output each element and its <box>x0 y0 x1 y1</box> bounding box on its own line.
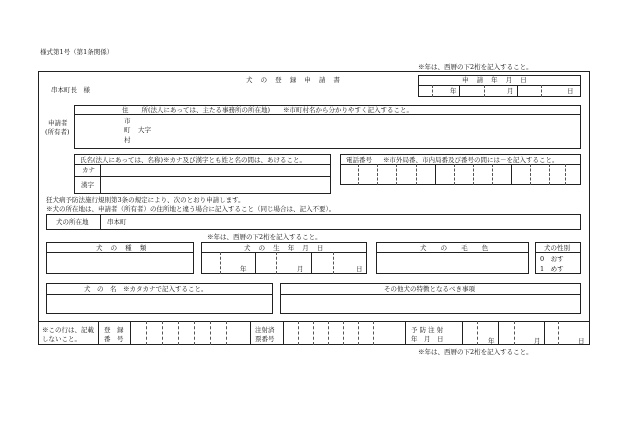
birth-date-label: 犬 の 生 年 月 日 <box>244 244 327 252</box>
dog-location-value: 串本町 <box>107 218 127 226</box>
sex-male: 0 おす <box>540 255 564 263</box>
app-year-unit: 年 <box>450 87 457 95</box>
reg-number-label-1: 登 録 <box>104 326 124 334</box>
birth-month-unit: 月 <box>297 265 304 273</box>
address-shi: 市 <box>124 117 131 125</box>
address-label: 住 所(法人にあっては、主たる事務所の所在地) ※市町村名から分かりやすく記入すること。 <box>122 106 414 114</box>
office-note-1: ※この行は、記載 <box>42 326 94 334</box>
year-note-middle: ※年は、西暦の下2桁を記入すること。 <box>207 233 322 241</box>
phone-label: 電話番号 <box>346 156 372 164</box>
applicant-label: 申請者 <box>48 119 68 127</box>
mayor-address: 串本町長 様 <box>51 86 90 94</box>
owner-label: (所有者) <box>45 128 70 136</box>
address-oaza: 大字 <box>138 126 151 134</box>
reg-number-label-2: 番 号 <box>104 335 124 343</box>
tag-number-label-2: 票番号 <box>255 335 275 343</box>
phone-note: ※市外局番、市内局番及び番号の間には－を記入すること。 <box>383 156 559 164</box>
address-son: 村 <box>124 136 131 144</box>
form-title: 犬 の 登 録 申 請 書 <box>246 76 343 84</box>
birth-day-unit: 日 <box>356 265 363 273</box>
dog-location-label: 犬の所在地 <box>56 218 89 226</box>
app-month-unit: 月 <box>507 87 514 95</box>
vaccination-date-label-1: 予 防 注 射 <box>411 326 444 334</box>
breed-label: 犬 の 種 類 <box>96 244 150 252</box>
birth-year-unit: 年 <box>240 265 247 273</box>
app-day-unit: 日 <box>567 87 574 95</box>
form-id: 様式第1号（第1条関係） <box>40 48 114 56</box>
location-note: ※犬の所在地は、申請者（所有者）の住所地と違う場合に記入すること（同じ場合は、記入不要）。 <box>46 205 336 213</box>
tag-number-label-1: 注射済 <box>255 326 275 334</box>
sex-female: 1 めす <box>540 265 564 273</box>
office-note-2: しないこと。 <box>42 335 81 343</box>
statement: 狂犬病予防法施行規則第3条の規定により、次のとおり申請します。 <box>46 196 245 204</box>
coat-label: 犬 の 毛 色 <box>420 244 495 252</box>
vacc-month-unit: 月 <box>534 337 541 345</box>
features-label: その他犬の特徴となるべき事項 <box>384 285 475 293</box>
vacc-year-unit: 年 <box>488 337 495 345</box>
application-date-header: 申 請 年 月 日 <box>462 76 530 84</box>
vaccination-date-label-2: 年 月 日 <box>411 335 444 343</box>
kanji-label: 漢字 <box>81 181 94 189</box>
year-note-top: ※年は、西暦の下2桁を記入すること。 <box>418 63 533 71</box>
kana-label: カナ <box>82 166 95 174</box>
dog-name-label: 犬 の 名 ※カタカナで記入すること。 <box>84 285 208 293</box>
year-note-bottom: ※年は、西暦の下2桁を記入すること。 <box>418 348 533 356</box>
address-cho: 町 <box>124 126 131 134</box>
sex-label: 犬の性別 <box>544 244 570 252</box>
name-label: 氏名(法人にあっては、名称)※カナ及び漢字とも姓と名の間は、あけること。 <box>80 156 307 164</box>
vacc-day-unit: 日 <box>578 337 585 345</box>
